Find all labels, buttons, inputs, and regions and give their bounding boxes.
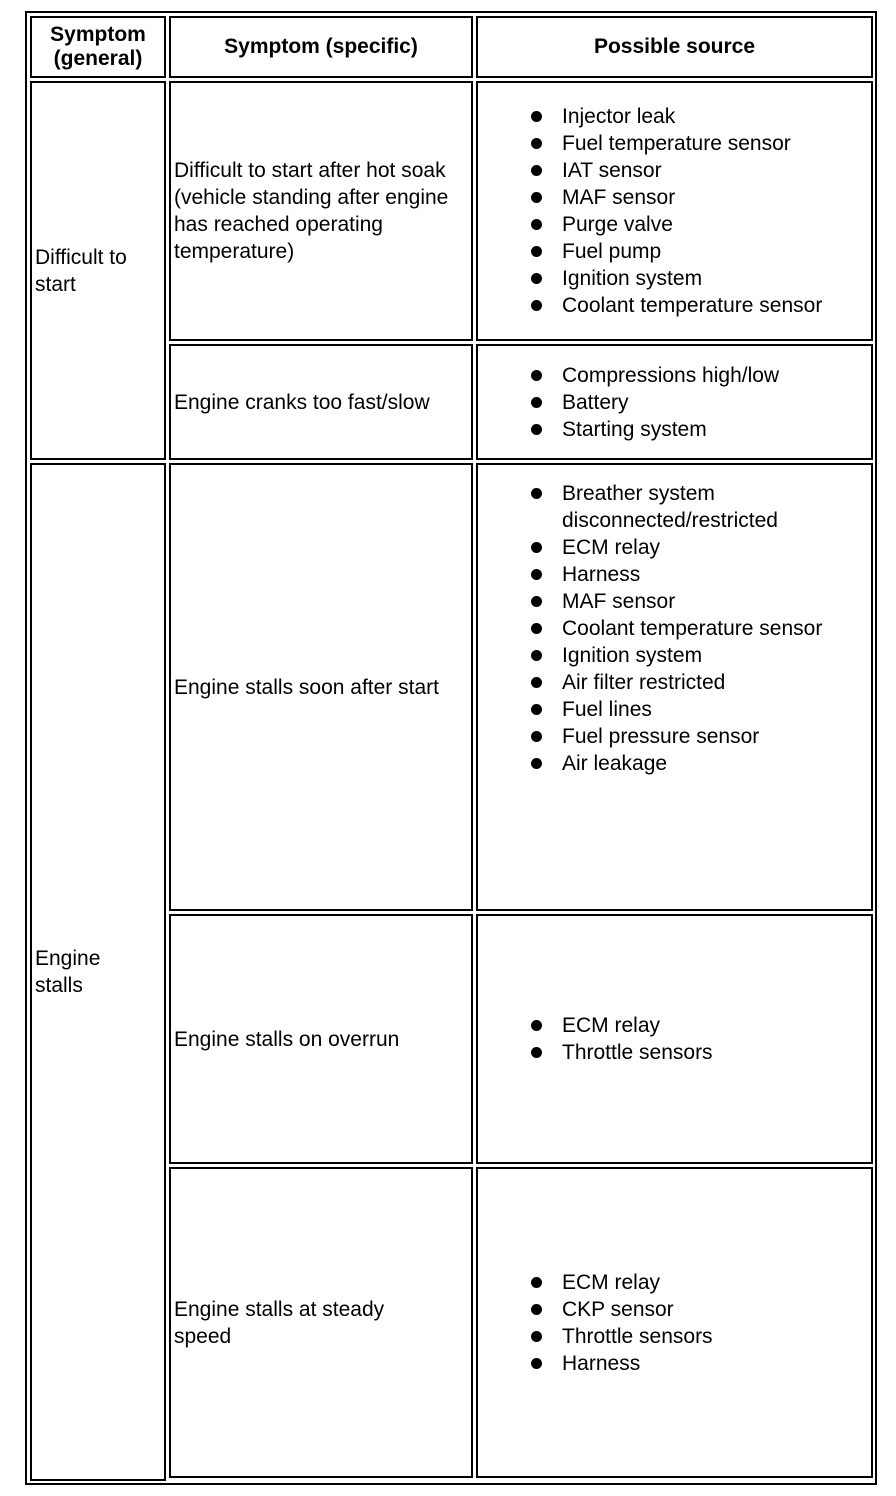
bullet-icon <box>531 650 542 661</box>
list-item <box>478 265 828 292</box>
list-item <box>478 588 828 615</box>
bullet-icon <box>531 300 542 311</box>
source-item-label: Harness <box>562 1351 641 1375</box>
list-item <box>478 1323 719 1350</box>
list-item <box>478 723 828 750</box>
list-item <box>478 561 828 588</box>
source-list <box>478 1012 719 1066</box>
source-item-label: Fuel pump <box>562 240 662 263</box>
bullet-icon <box>531 1331 542 1342</box>
list-item <box>478 534 828 561</box>
list-item <box>478 642 828 669</box>
header-possible-source <box>476 16 873 78</box>
header-symptom-general <box>30 16 166 78</box>
source-list <box>478 103 828 319</box>
list-item <box>478 211 828 238</box>
specific-cell <box>169 914 473 1164</box>
bullet-icon <box>531 246 542 257</box>
specific-label: Difficult to start after hot soak (vehicle standing after engine has reached operating temperature) <box>174 159 449 263</box>
bullet-icon <box>531 1304 542 1315</box>
specific-label: Engine stalls at steady speed <box>174 1297 385 1348</box>
header-symptom-specific-label: Symptom (specific) <box>224 35 418 58</box>
bullet-icon <box>531 138 542 149</box>
source-item-label: ECM relay <box>562 1270 661 1294</box>
bullet-icon <box>531 370 542 381</box>
general-label: Engine stalls <box>35 947 101 997</box>
specific-label: Engine stalls on overrun <box>174 1027 400 1051</box>
bullet-icon <box>531 731 542 742</box>
bullet-icon <box>531 596 542 607</box>
specific-label: Engine cranks too fast/slow <box>174 390 430 414</box>
source-item-label: ECM relay <box>562 1014 661 1037</box>
bullet-icon <box>531 165 542 176</box>
list-item <box>478 669 828 696</box>
bullet-icon <box>531 488 542 499</box>
list-item <box>478 696 828 723</box>
list-item <box>478 615 828 642</box>
source-cell <box>476 463 873 911</box>
source-item-label: Purge valve <box>562 213 673 236</box>
source-item-label: MAF sensor <box>562 590 676 613</box>
bullet-icon <box>531 1020 542 1031</box>
source-item-label: Battery <box>562 390 629 414</box>
header-symptom-specific <box>169 16 473 78</box>
source-item-label: Coolant temperature sensor <box>562 294 823 317</box>
bullet-icon <box>531 397 542 408</box>
list-item <box>478 416 785 443</box>
source-item-label: Air filter restricted <box>562 671 726 694</box>
source-item-label: Breather system disconnected/restricted <box>562 482 778 532</box>
list-item <box>478 750 828 777</box>
specific-label: Engine stalls soon after start <box>174 675 439 699</box>
specific-cell <box>169 81 473 341</box>
source-list <box>478 362 785 443</box>
source-item-label: Starting system <box>562 417 707 441</box>
source-item-label: Air leakage <box>562 752 668 775</box>
bullet-icon <box>531 1047 542 1058</box>
bullet-icon <box>531 1358 542 1369</box>
list-item <box>478 389 785 416</box>
bullet-icon <box>531 219 542 230</box>
source-item-label: IAT sensor <box>562 159 662 182</box>
list-item <box>478 184 828 211</box>
bullet-icon <box>531 542 542 553</box>
specific-cell <box>169 463 473 911</box>
bullet-icon <box>531 623 542 634</box>
list-item <box>478 292 828 319</box>
source-item-label: Coolant temperature sensor <box>562 617 823 640</box>
source-item-label: CKP sensor <box>562 1297 674 1321</box>
general-cell-engine-stalls <box>30 463 166 1481</box>
list-item <box>478 1039 719 1066</box>
specific-cell <box>169 1167 473 1478</box>
list-item <box>478 157 828 184</box>
source-list <box>478 480 828 777</box>
list-item <box>478 480 818 534</box>
source-cell <box>476 914 873 1164</box>
source-item-label: ECM relay <box>562 536 661 559</box>
bullet-icon <box>531 192 542 203</box>
list-item <box>478 130 828 157</box>
list-item <box>478 238 828 265</box>
source-cell <box>476 344 873 460</box>
bullet-icon <box>531 111 542 122</box>
source-item-label: Fuel pressure sensor <box>562 725 760 748</box>
source-item-label: Harness <box>562 563 641 586</box>
list-item <box>478 1296 719 1323</box>
general-label: Difficult to start <box>35 245 127 296</box>
source-item-label: MAF sensor <box>562 186 676 209</box>
specific-cell <box>169 344 473 460</box>
list-item <box>478 1012 719 1039</box>
bullet-icon <box>531 273 542 284</box>
source-item-label: Ignition system <box>562 644 703 667</box>
bullet-icon <box>531 704 542 715</box>
source-item-label: Compressions high/low <box>562 363 780 387</box>
source-item-label: Throttle sensors <box>562 1041 713 1064</box>
bullet-icon <box>531 569 542 580</box>
bullet-icon <box>531 424 542 435</box>
bullet-icon <box>531 758 542 769</box>
list-item <box>478 362 785 389</box>
source-item-label: Injector leak <box>562 105 676 128</box>
source-item-label: Throttle sensors <box>562 1324 713 1348</box>
source-item-label: Ignition system <box>562 267 703 290</box>
source-cell <box>476 81 873 341</box>
source-cell <box>476 1167 873 1478</box>
bullet-icon <box>531 1277 542 1288</box>
source-list <box>478 1269 719 1377</box>
source-item-label: Fuel temperature sensor <box>562 132 791 155</box>
bullet-icon <box>531 677 542 688</box>
list-item <box>478 1350 719 1377</box>
source-item-label: Fuel lines <box>562 698 652 721</box>
header-possible-source-label: Possible source <box>593 35 756 58</box>
general-cell-difficult-to-start <box>30 81 166 460</box>
list-item <box>478 1269 719 1296</box>
list-item <box>478 103 828 130</box>
header-symptom-general-label: Symptom (general) <box>50 23 146 70</box>
